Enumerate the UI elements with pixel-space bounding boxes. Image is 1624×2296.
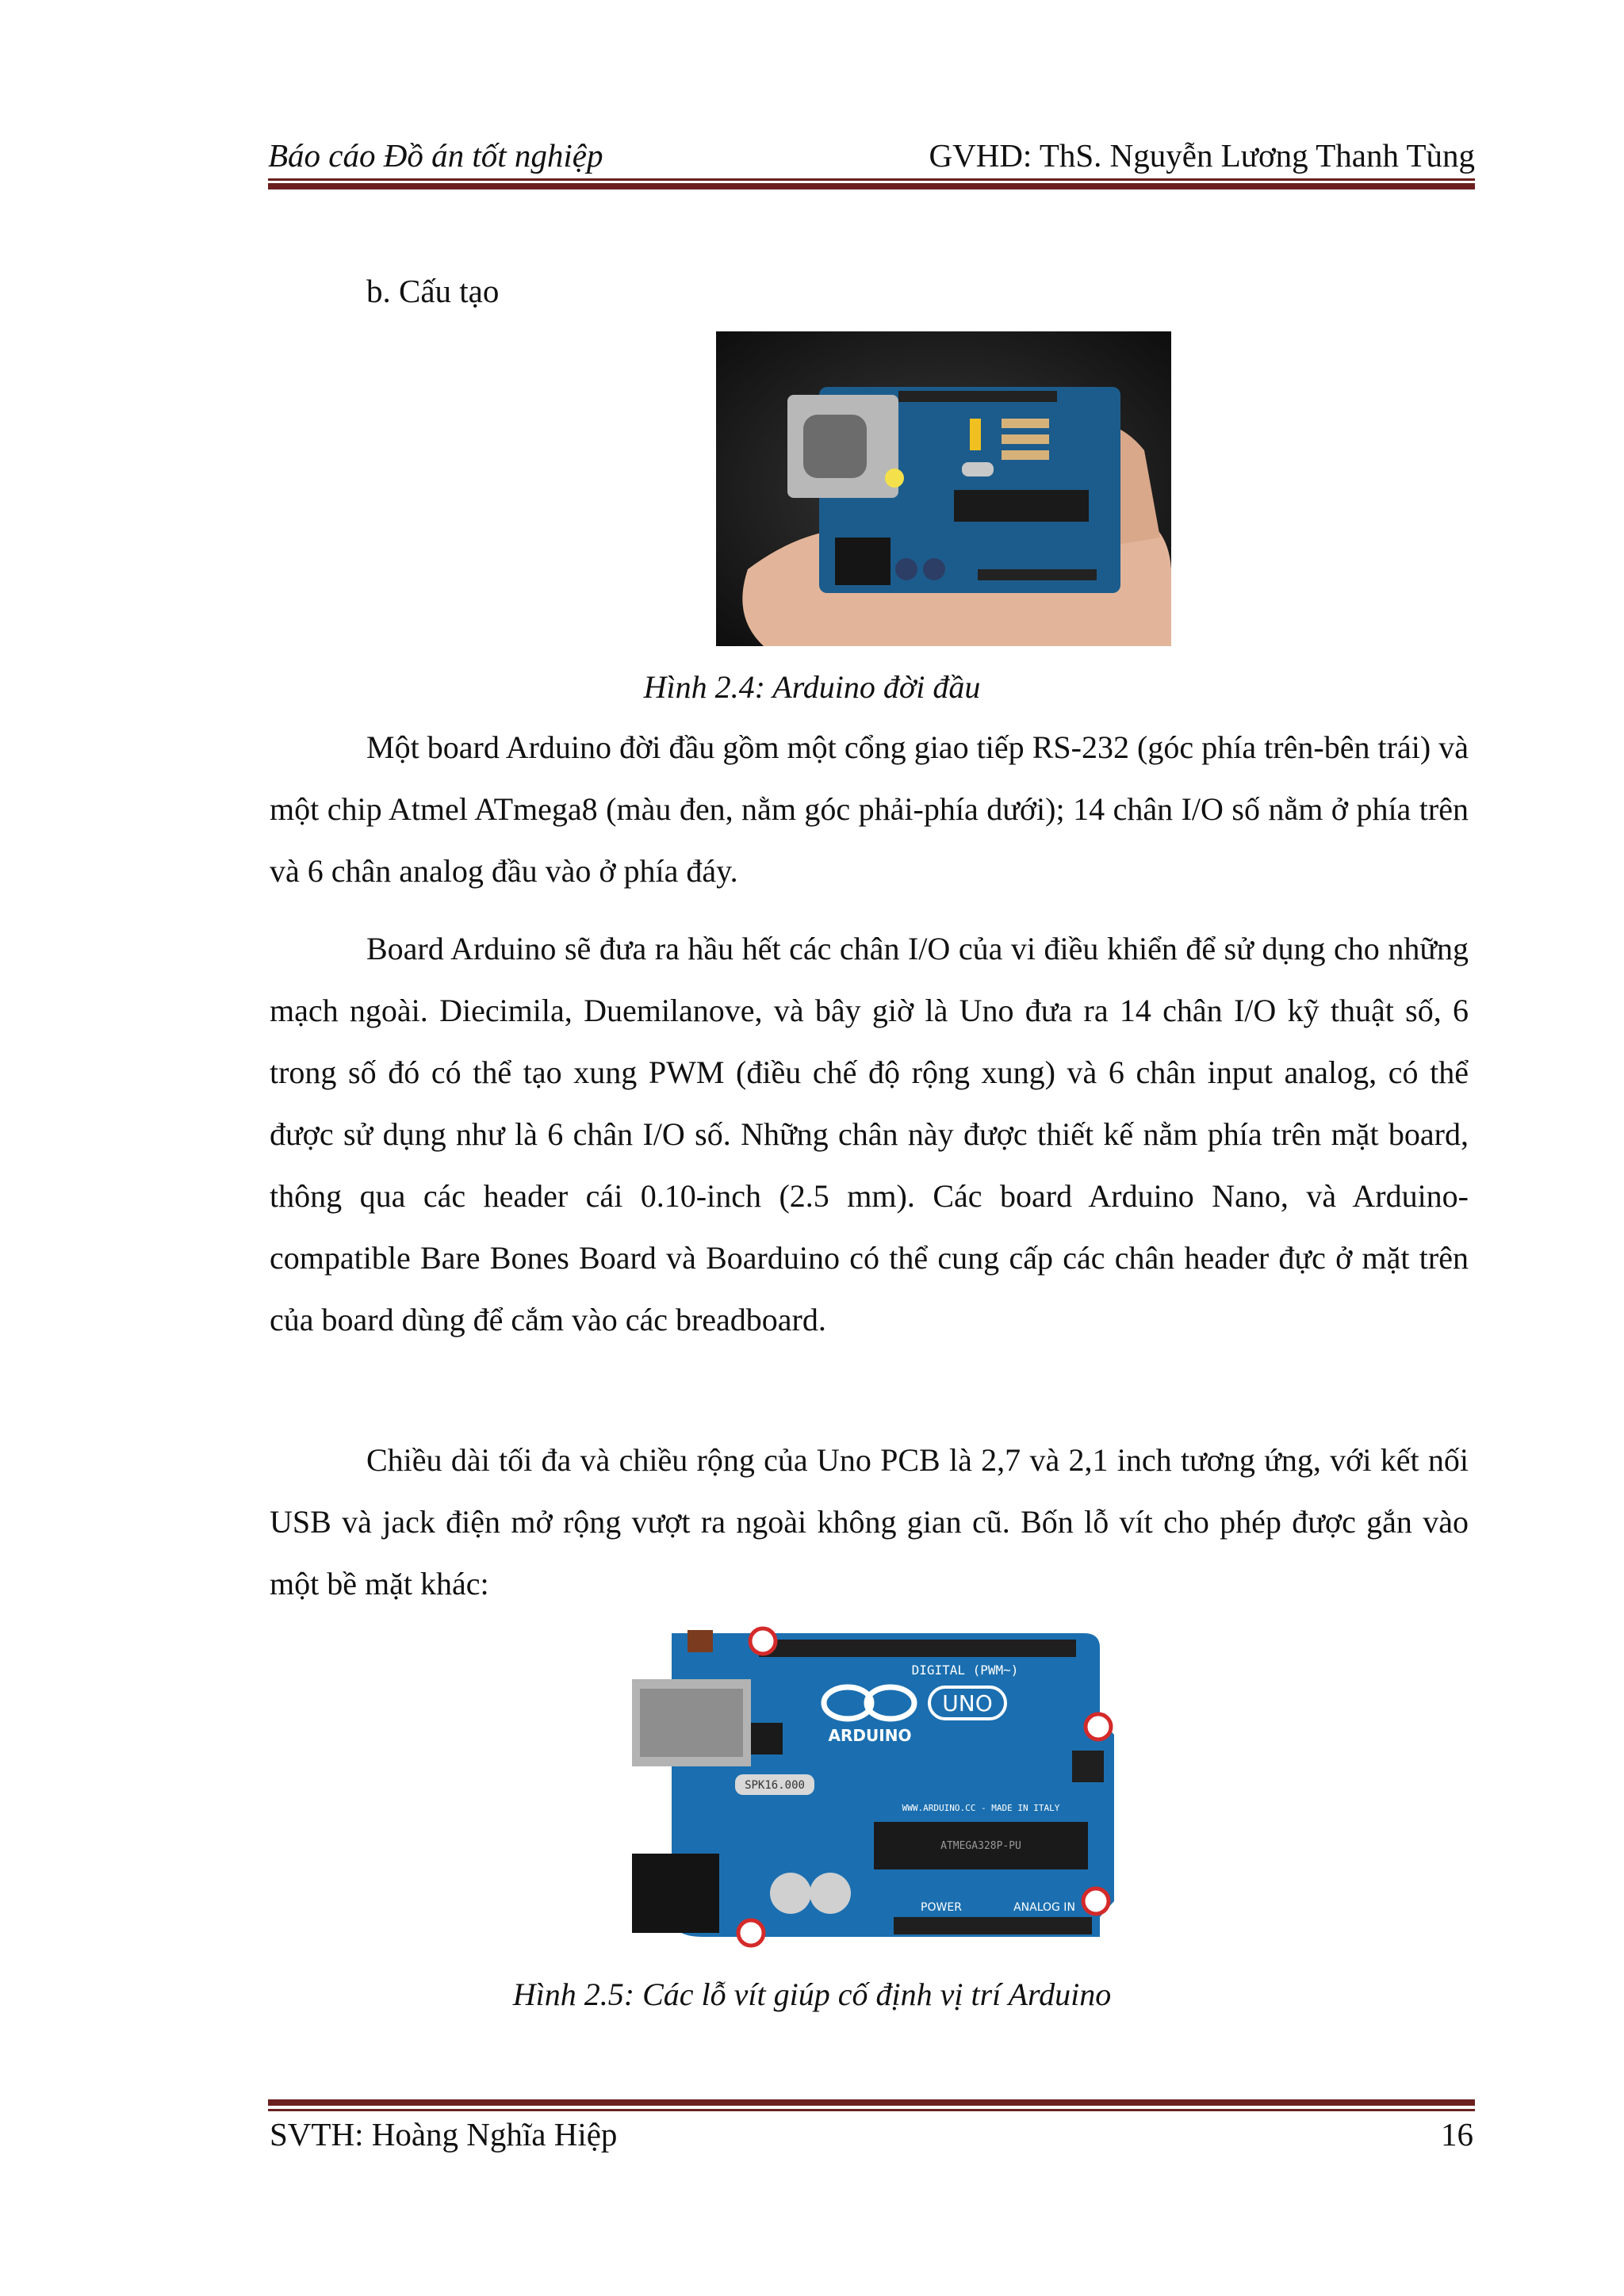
- paragraph-2: Board Arduino sẽ đưa ra hầu hết các chân I/O của vi điều khiển để sử dụng cho những mạch ngoài. Diecimila, Duemilanove, và bây giờ là Uno đưa ra 14 chân I/O kỹ thuật số, 6 trong số đó có thể tạo xung PWM (điều chế độ rộng xung) và 6 chân input analog, có thể được sử dụng như là 6 chân I/O số. Những chân này được thiết kế nằm phía trên mặt board, thông qua các header cái 0.10-inch (2.5 mm). Các board Arduino Nano, và Arduino-compatible Bare Bones Board và Boarduino có thể cung cấp các chân header đực ở mặt trên của board dùng để cắm vào các breadboard.: [270, 931, 1469, 1337]
- board-analog-label: ANALOG IN: [1013, 1901, 1075, 1914]
- arduino-early-board-photo: [716, 331, 1171, 646]
- board-power-label: POWER: [921, 1901, 962, 1914]
- board-chip-label: ATMEGA328P-PU: [940, 1840, 1021, 1852]
- footer-student: SVTH: Hoàng Nghĩa Hiệp: [270, 2116, 618, 2152]
- early-board-illustration: [716, 331, 1171, 646]
- screw-hole-marker: [750, 1628, 776, 1654]
- paragraph-1: Một board Arduino đời đầu gồm một cổng giao tiếp RS-232 (góc phía trên-bên trái) và một chip Atmel ATmega8 (màu đen, nằm góc phải-phía dưới); 14 chân I/O số nằm ở phía trên và 6 chân analog đầu vào ở phía đáy.: [270, 729, 1469, 889]
- paragraph-3: Chiều dài tối đa và chiều rộng của Uno PCB là 2,7 và 2,1 inch tương ứng, với kết nối USB và jack điện mở rộng vượt ra ngoài không gian cũ. Bốn lỗ vít cho phép được gắn vào một bề mặt khác:: [270, 1442, 1469, 1601]
- board-url-text: WWW.ARDUINO.CC - MADE IN ITALY: [902, 1803, 1060, 1813]
- svg-text:SPK16.000: SPK16.000: [745, 1779, 805, 1792]
- section-title: b. Cấu tạo: [366, 273, 500, 309]
- header-report-title: Báo cáo Đồ án tốt nghiệp: [268, 137, 603, 174]
- board-digital-label: DIGITAL (PWM~): [911, 1663, 1019, 1678]
- screw-hole-marker: [1083, 1888, 1109, 1914]
- header-rule-thick: [268, 183, 1475, 189]
- uno-board-illustration: [632, 1624, 1114, 1950]
- screw-hole-marker: [738, 1920, 764, 1946]
- header-rule-thin: [268, 178, 1475, 181]
- screw-hole-marker: [1086, 1714, 1111, 1739]
- page-number: 16: [1441, 2116, 1473, 2152]
- figure-caption-2-5: Hình 2.5: Các lỗ vít giúp cố định vị trí Arduino: [512, 1976, 1112, 2012]
- arduino-uno-board-photo: [632, 1624, 1114, 1950]
- footer-rule-thick: [268, 2099, 1475, 2106]
- footer-rule-thin: [268, 2109, 1475, 2111]
- header-advisor: GVHD: ThS. Nguyễn Lương Thanh Tùng: [929, 137, 1475, 174]
- board-logo-text: ARDUINO: [828, 1726, 912, 1745]
- board-model-text: UNO: [942, 1690, 993, 1716]
- figure-caption-2-4: Hình 2.4: Arduino đời đầu: [643, 669, 981, 705]
